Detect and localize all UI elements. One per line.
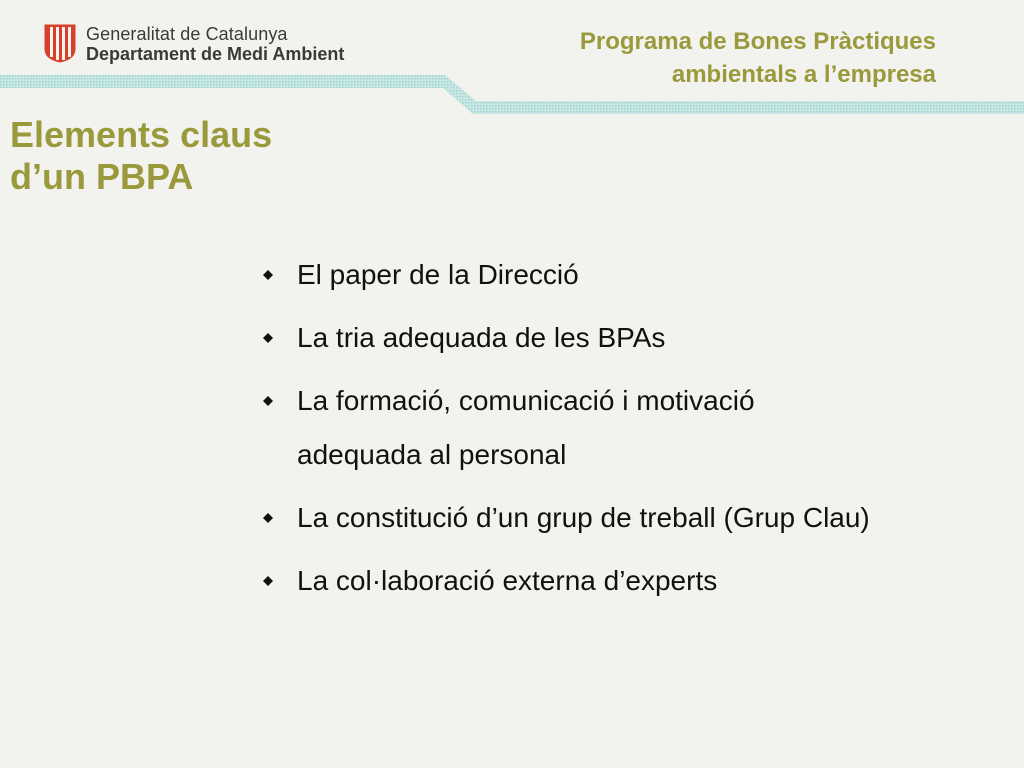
program-title-line-1: Programa de Bones Pràctiques [579, 28, 936, 55]
bullet-item [258, 554, 1008, 608]
bullet-text-line: adequada al personal [297, 439, 567, 470]
department-name: Departament de Medi Ambient [86, 44, 345, 64]
bullet-item [258, 248, 1008, 302]
bullet-text-line: La constitució d’un grup de treball (Grup Clau) [297, 502, 870, 533]
bullet-text-line: La formació, comunicació i motivació [297, 385, 755, 416]
bullet-item [258, 374, 1008, 482]
bullet-item [258, 311, 1008, 365]
diamond-bullet-icon [263, 270, 273, 280]
bullet-text-line: La tria adequada de les BPAs [297, 322, 666, 353]
diamond-bullet-icon [263, 333, 273, 343]
program-title-line-2: ambientals a l’empresa [671, 61, 936, 88]
diamond-bullet-icon [263, 513, 273, 523]
bullet-text-line: El paper de la Direcció [297, 259, 579, 290]
bullet-text-line: La col·laboració externa d’experts [297, 565, 718, 596]
diamond-bullet-icon [263, 576, 273, 586]
diamond-bullet-icon [263, 396, 273, 406]
slide-title-line-1: Elements claus [10, 114, 273, 155]
slide-title [10, 114, 272, 198]
slide-title-line-2: d’un PBPA [10, 156, 194, 197]
organization-name: Generalitat de Catalunya [86, 24, 288, 44]
bullet-list [258, 248, 1008, 617]
organization-block [86, 24, 344, 64]
bullet-item [258, 491, 1008, 545]
generalitat-logo-icon [42, 23, 78, 63]
